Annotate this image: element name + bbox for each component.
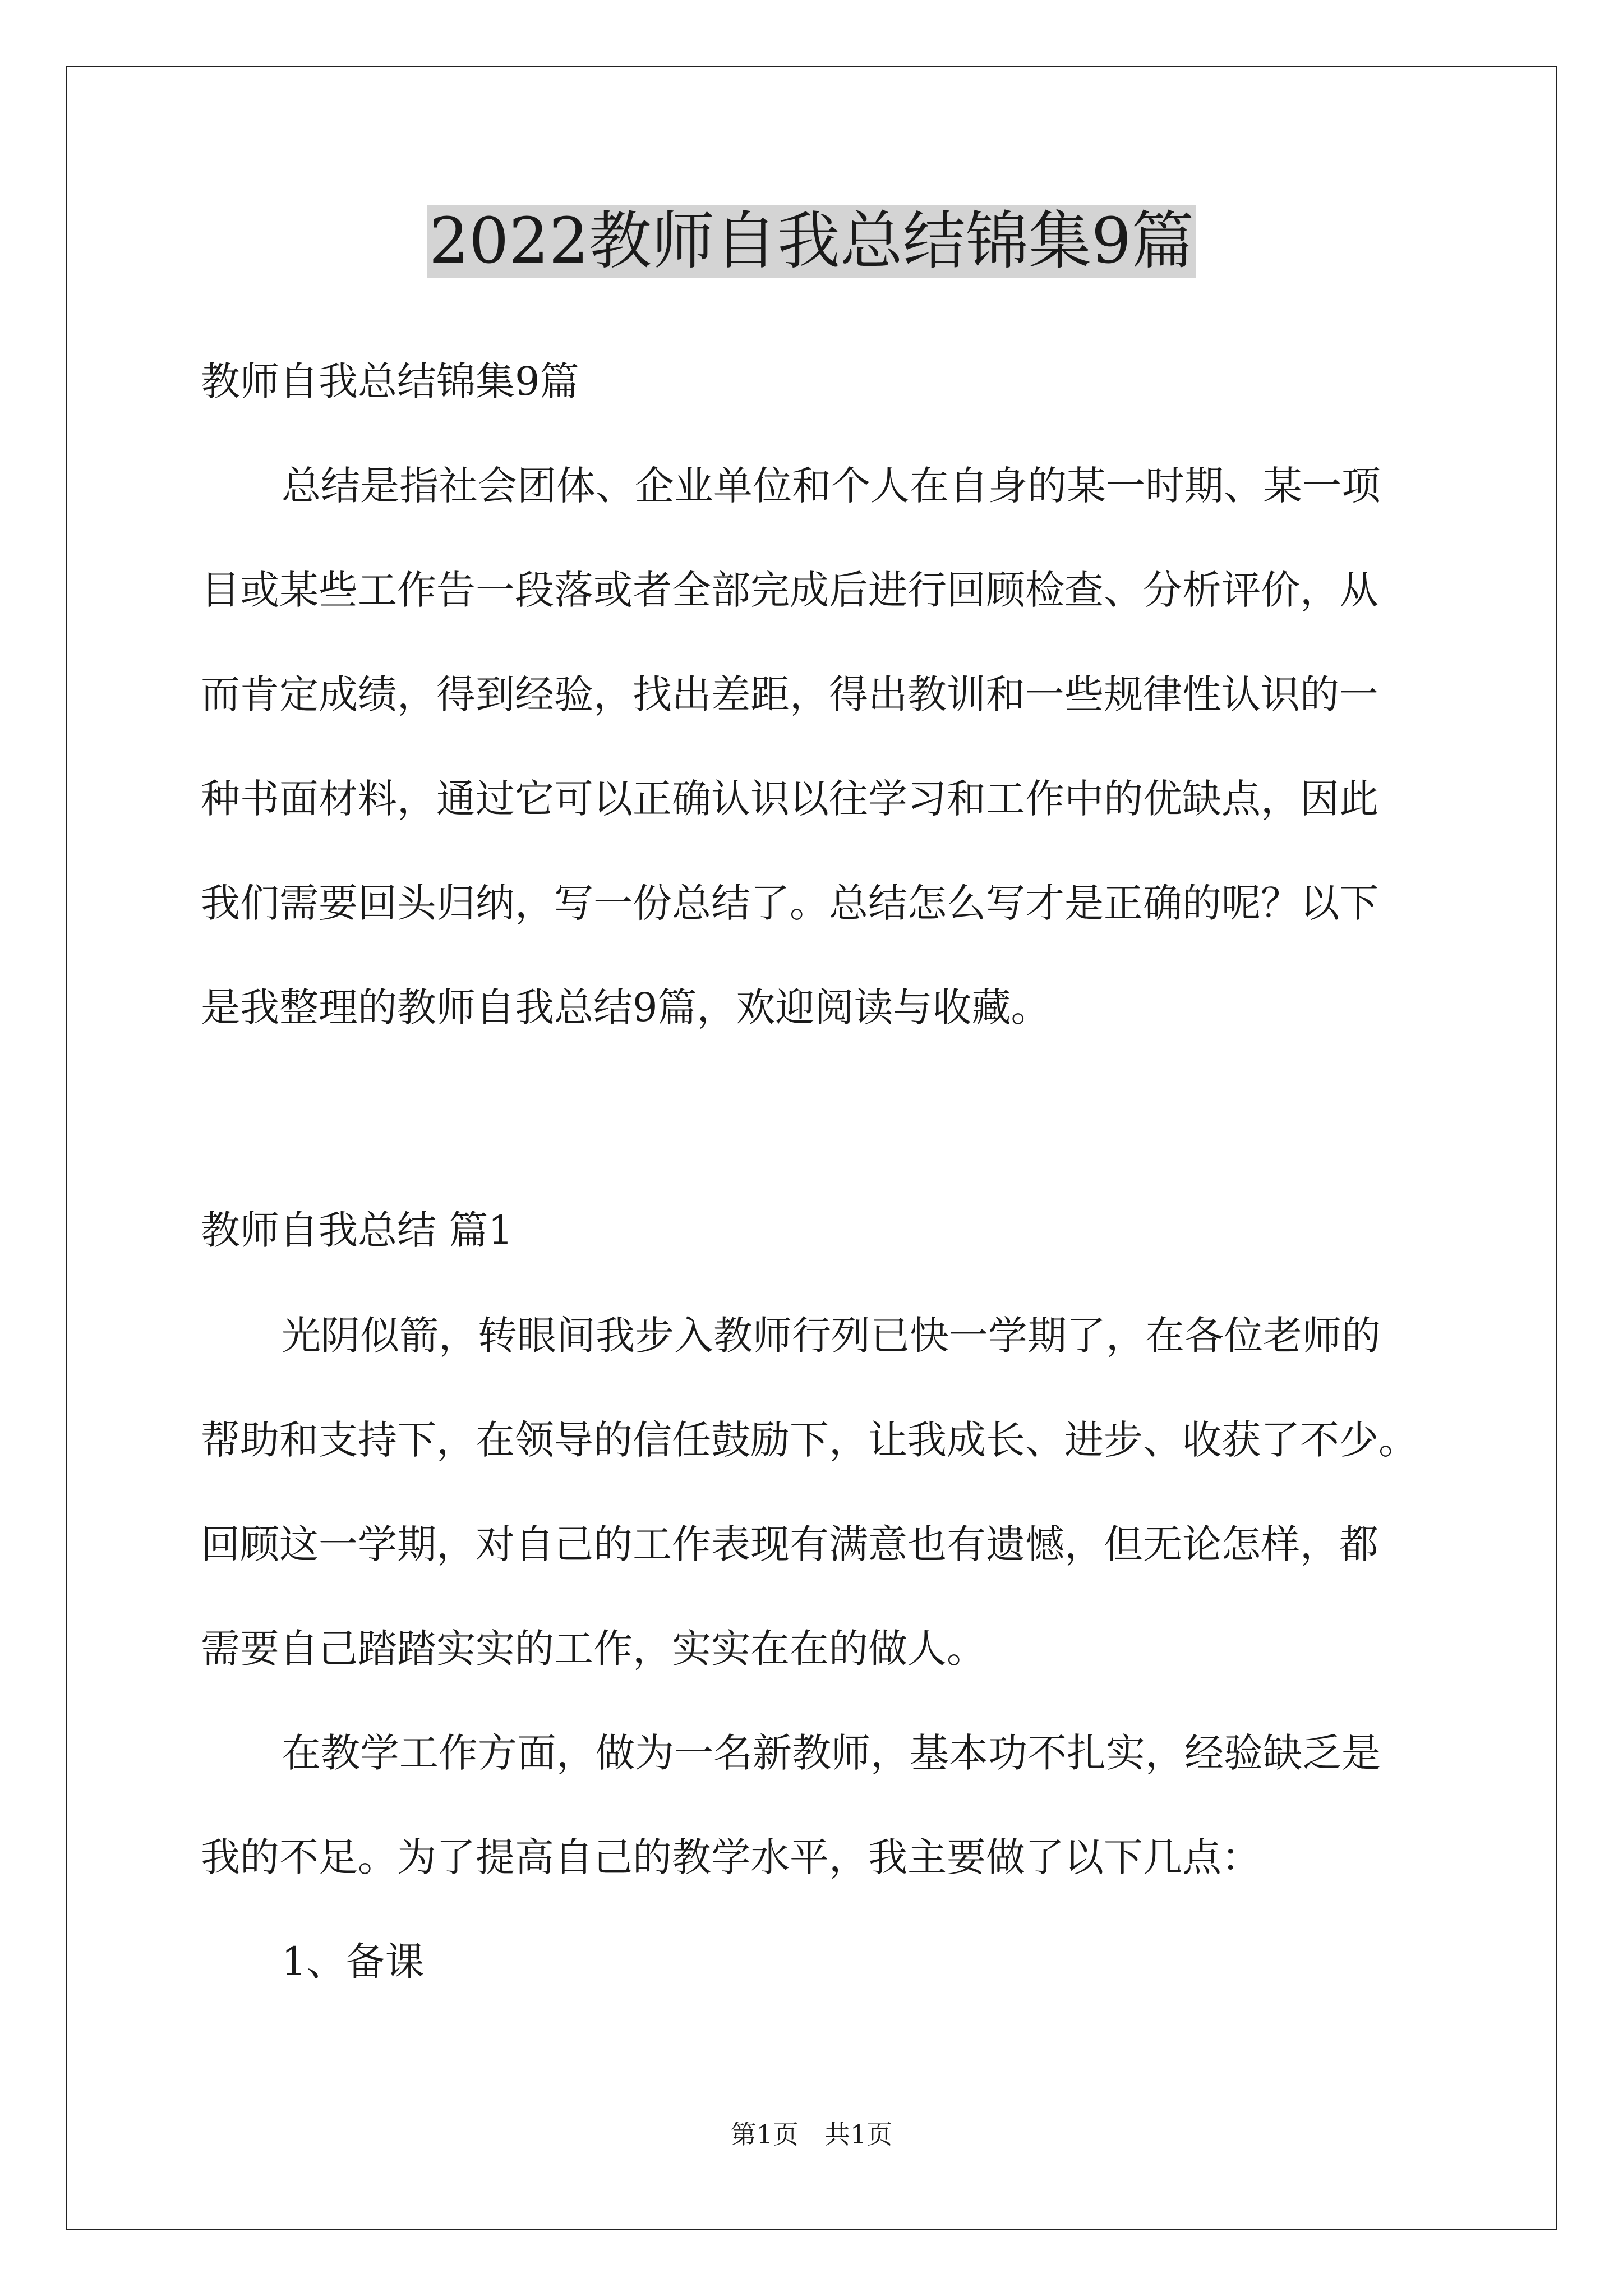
- para2-line-1: 在教学工作方面，做为一名新教师，基本功不扎实，经验缺乏是: [282, 1730, 1381, 1776]
- intro-line-6: 是我整理的教师自我总结9篇，欢迎阅读与收藏。: [201, 984, 1050, 1030]
- section-heading: 教师自我总结 篇1: [201, 1207, 513, 1253]
- document-title: [0, 202, 1623, 280]
- para1-line-1: 光阴似箭，转眼间我步入教师行列已快一学期了，在各位老师的: [282, 1313, 1381, 1359]
- intro-line-2: 目或某些工作告一段落或者全部完成后进行回顾检查、分析评价，从: [201, 567, 1378, 613]
- para1-line-2: 帮助和支持下，在领导的信任鼓励下，让我成长、进步、收获了不少。: [201, 1417, 1418, 1463]
- document-subtitle: 教师自我总结锦集9篇: [201, 358, 579, 404]
- para1-line-3: 回顾这一学期，对自己的工作表现有满意也有遗憾，但无论怎样，都: [201, 1521, 1378, 1567]
- intro-line-1: 总结是指社会团体、企业单位和个人在自身的某一时期、某一项: [282, 463, 1381, 509]
- para2-line-2: 我的不足。为了提高自己的教学水平，我主要做了以下几点：: [201, 1834, 1261, 1880]
- document-title-text: 2022教师自我总结锦集9篇: [427, 205, 1196, 278]
- page-footer: 第1页 共1页: [730, 2119, 893, 2150]
- intro-line-3: 而肯定成绩，得到经验，找出差距，得出教训和一些规律性认识的一: [201, 671, 1378, 717]
- para1-line-4: 需要自己踏踏实实的工作，实实在在的做人。: [201, 1626, 986, 1672]
- list-item-1: 1、备课: [282, 1939, 425, 1985]
- intro-line-4: 种书面材料，通过它可以正确认识以往学习和工作中的优缺点，因此: [201, 776, 1378, 822]
- intro-line-5: 我们需要回头归纳，写一份总结了。总结怎么写才是正确的呢？以下: [201, 880, 1378, 926]
